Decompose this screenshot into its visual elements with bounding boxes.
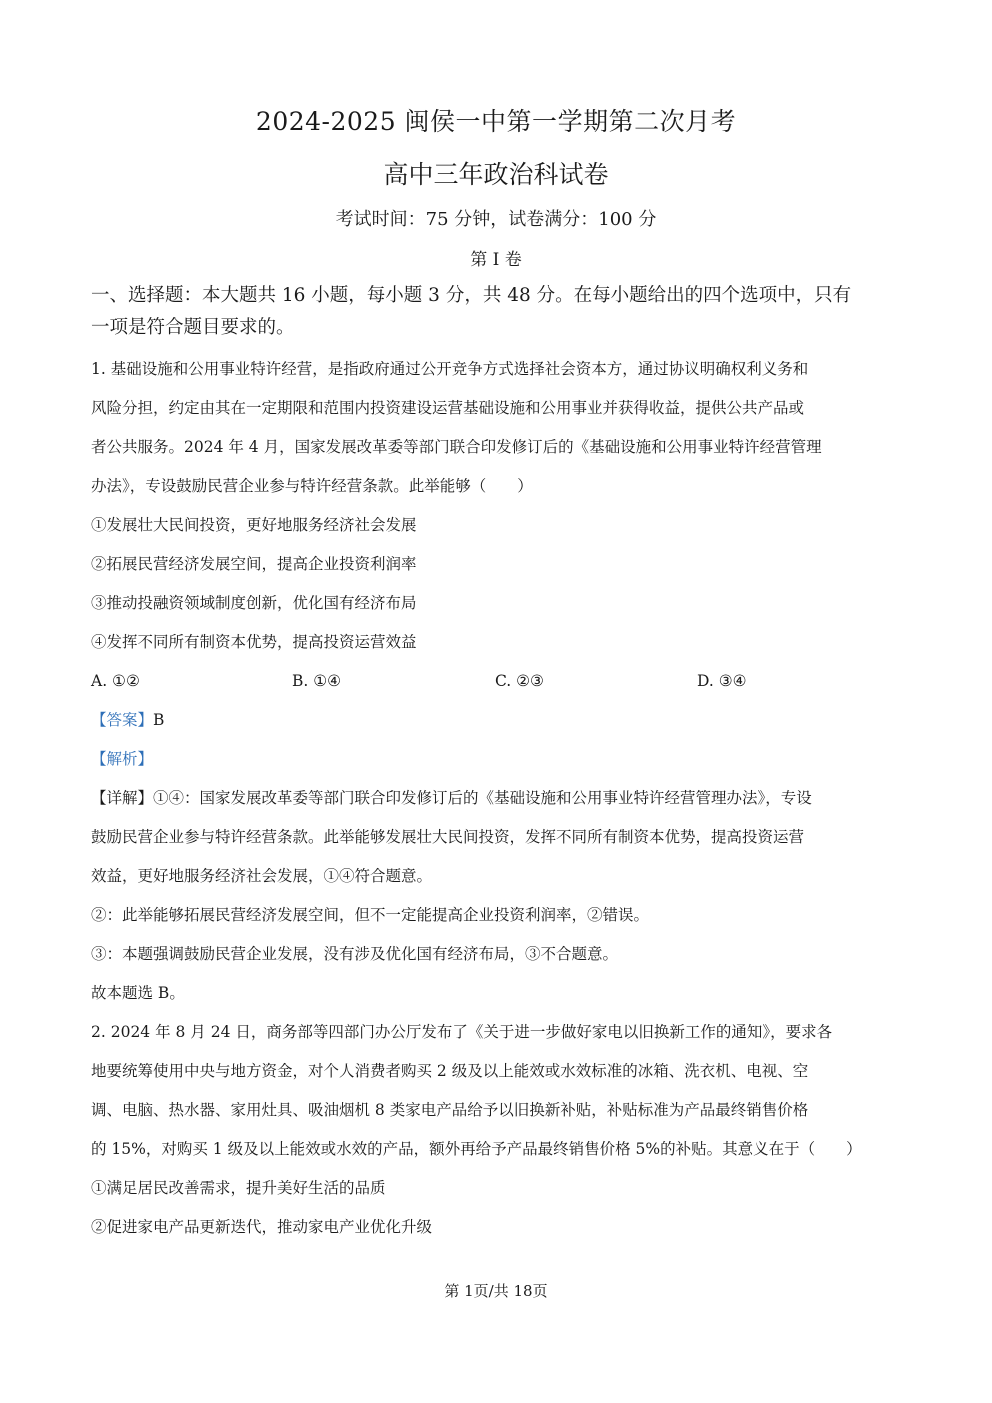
- question-option: ①满足居民改善需求，提升美好生活的品质: [91, 1179, 386, 1197]
- choice-d: D. ③④: [697, 672, 747, 690]
- exam-subtitle: 高中三年政治科试卷: [383, 160, 609, 189]
- choice-b: B. ①④: [292, 672, 342, 690]
- question-option: ④发挥不同所有制资本优势，提高投资运营效益: [91, 633, 417, 651]
- question-stem-line: 调、电脑、热水器、家用灶具、吸油烟机 8 类家电产品给予以旧换新补贴，补贴标准为产品最终销售价格: [91, 1101, 809, 1119]
- answer-line: [91, 701, 911, 740]
- question-stem-line: 地要统筹使用中央与地方资金，对个人消费者购买 2 级及以上能效或水效标准的冰箱、洗衣机、电视、空: [91, 1062, 809, 1080]
- exam-title: 2024-2025 闽侯一中第一学期第二次月考: [255, 107, 737, 136]
- question-stem-line: 2. 2024 年 8 月 24 日，商务部等四部门办公厅发布了《关于进一步做好家电以旧换新工作的通知》，要求各: [91, 1023, 833, 1041]
- question-2: [91, 1013, 911, 1247]
- answer-tag: 【答案】: [91, 711, 154, 729]
- question-stem-line: 办法》，专设鼓励民营企业参与特许经营条款。此举能够（ ）: [91, 477, 533, 495]
- question-option: ①发展壮大民间投资，更好地服务经济社会发展: [91, 516, 417, 534]
- detail-line: 效益，更好地服务经济社会发展，①④符合题意。: [91, 867, 433, 885]
- detail-line: ③：本题强调鼓励民营企业发展，没有涉及优化国有经济布局，③不合题意。: [91, 945, 619, 963]
- section-header-line: 一项是符合题目要求的。: [91, 317, 295, 338]
- exam-info: 考试时间：75 分钟，试卷满分：100 分: [335, 209, 657, 230]
- detail-line: 鼓励民营企业参与特许经营条款。此举能够发展壮大民间投资，发挥不同所有制资本优势，提高投资运营: [91, 828, 805, 846]
- section-header-line: 一、选择题：本大题共 16 小题，每小题 3 分，共 48 分。在每小题给出的四个选项中，只有: [91, 285, 852, 306]
- volume-label: 第 I 卷: [470, 250, 522, 270]
- question-1: [91, 350, 911, 1013]
- detail-text: ①④：国家发展改革委等部门联合印发修订后的《基础设施和公用事业特许经营管理办法》，专设: [153, 789, 812, 807]
- question-option: ②促进家电产品更新迭代，推动家电产业优化升级: [91, 1218, 433, 1236]
- detail-tag: 【详解】: [91, 789, 154, 807]
- choice-c: C. ②③: [495, 672, 544, 690]
- analysis-line: [91, 740, 911, 779]
- detail-line: 故本题选 B。: [91, 984, 185, 1002]
- page-number: 第 1页/共 18页: [444, 1282, 548, 1300]
- question-option: ③推动投融资领域制度创新，优化国有经济布局: [91, 594, 417, 612]
- question-stem-line: 1. 基础设施和公用事业特许经营，是指政府通过公开竞争方式选择社会资本方，通过协议明确权利义务和: [91, 360, 809, 378]
- answer-value: B: [153, 711, 165, 729]
- section-header: [91, 280, 911, 344]
- answer-choices: [91, 662, 911, 701]
- exam-content: [91, 280, 911, 1247]
- question-stem-line: 风险分担，约定由其在一定期限和范围内投资建设运营基础设施和公用事业并获得收益，提供公共产品或: [91, 399, 805, 417]
- question-stem-line: 的 15%，对购买 1 级及以上能效或水效的产品，额外再给予产品最终销售价格 5%的补贴。其意义在于（ ）: [91, 1140, 862, 1158]
- detail-line: [91, 779, 911, 818]
- choice-a: A. ①②: [91, 672, 140, 690]
- analysis-tag: 【解析】: [91, 750, 154, 768]
- question-stem-line: 者公共服务。2024 年 4 月，国家发展改革委等部门联合印发修订后的《基础设施和公用事业特许经营管理: [91, 438, 822, 456]
- detail-line: ②：此举能够拓展民营经济发展空间，但不一定能提高企业投资利润率，②错误。: [91, 906, 650, 924]
- question-option: ②拓展民营经济发展空间，提高企业投资利润率: [91, 555, 417, 573]
